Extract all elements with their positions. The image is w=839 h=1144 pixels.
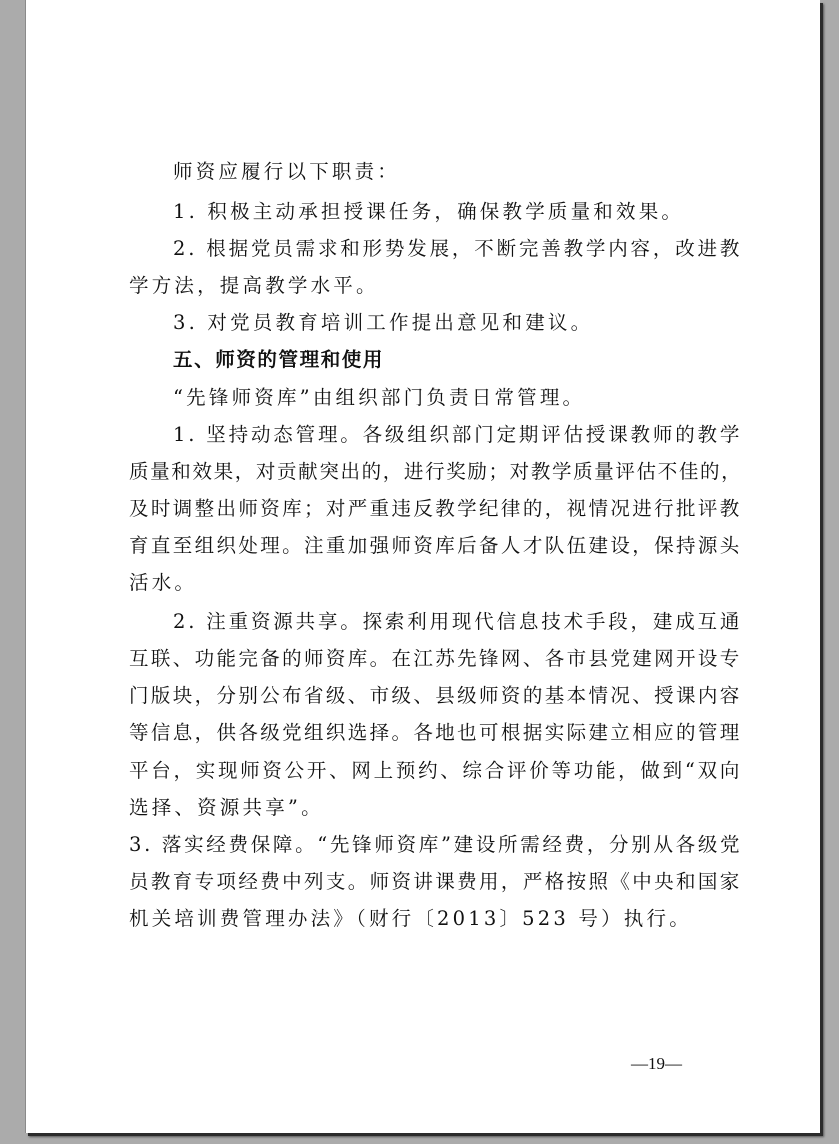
paragraph-line: 门版块，分别公布省级、市级、县级师资的基本情况、授课内容: [129, 684, 742, 707]
paragraph-line: 1. 积极主动承担授课任务，确保教学质量和效果。: [173, 200, 685, 223]
document-page: [25, 0, 820, 1133]
paragraph-line: 学方法，提高教学水平。: [129, 274, 379, 297]
paragraph-line: 员教育专项经费中列支。师资讲课费用，严格按照《中央和国家: [129, 870, 742, 893]
paragraph-line: 3. 落实经费保障。“先锋师资库”建设所需经费，分别从各级党: [129, 833, 743, 856]
paragraph-line: 育直至组织处理。注重加强师资库后备人才队伍建设，保持源头: [129, 534, 742, 557]
page-number: —19—: [631, 1054, 682, 1073]
paragraph-line: 机关培训费管理办法》（财行〔2013〕523 号）执行。: [129, 907, 692, 930]
paragraph-line: 平台，实现师资公开、网上预约、综合评价等功能，做到“双向: [129, 759, 743, 782]
section-heading: 五、师资的管理和使用: [173, 348, 385, 371]
paragraph-line: 1. 坚持动态管理。各级组织部门定期评估授课教师的教学: [173, 423, 743, 446]
paragraph-line: 选择、资源共享”。: [129, 796, 324, 819]
paragraph-line: 2. 根据党员需求和形势发展，不断完善教学内容，改进教: [173, 237, 743, 260]
paragraph-line: 师资应履行以下职责：: [173, 160, 401, 183]
paragraph-line: 及时调整出师资库；对严重违反教学纪律的，视情况进行批评教: [129, 497, 742, 520]
paragraph-line: “先锋师资库”由组织部门负责日常管理。: [173, 386, 586, 409]
paragraph-line: 质量和效果，对贡献突出的，进行奖励；对教学质量评估不佳的，: [129, 460, 743, 483]
paragraph-line: 3. 对党员教育培训工作提出意见和建议。: [173, 311, 594, 334]
paragraph-line: 互联、功能完备的师资库。在江苏先锋网、各市县党建网开设专: [129, 647, 742, 670]
paragraph-line: 2. 注重资源共享。探索利用现代信息技术手段，建成互通: [173, 610, 743, 633]
paragraph-line: 等信息，供各级党组织选择。各地也可根据实际建立相应的管理: [129, 721, 742, 744]
paragraph-line: 活水。: [129, 571, 198, 594]
